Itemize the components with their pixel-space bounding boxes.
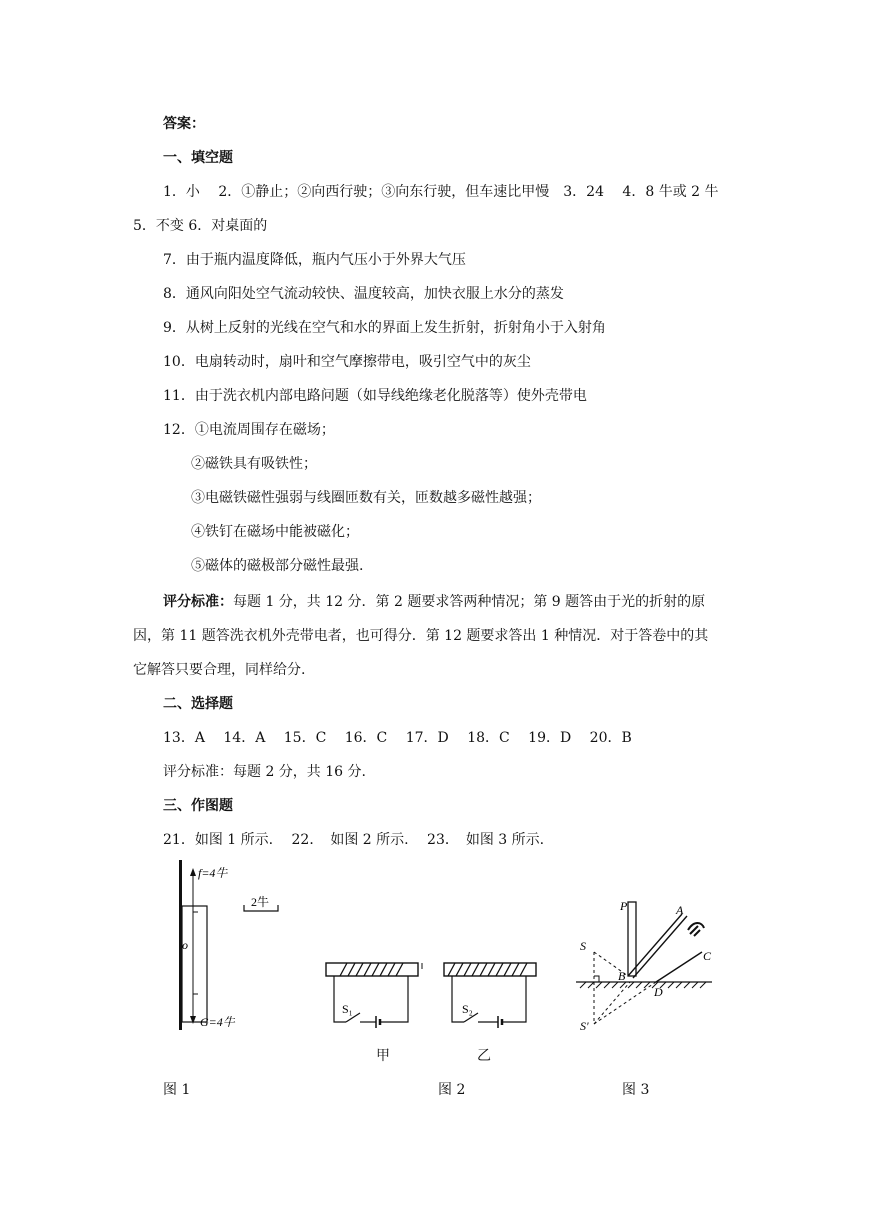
arrow-up-icon: [190, 868, 196, 876]
point-S-prime: S': [580, 1019, 589, 1033]
point-D: D: [654, 985, 663, 999]
figure-caption-1: 图 1: [163, 1082, 191, 1098]
center-label: o: [182, 938, 188, 952]
post: [628, 902, 636, 976]
force-bottom-label: G=4牛: [200, 1015, 235, 1029]
answer-line: 1．小 2．①静止；②向西行驶；③向东行驶，但车速比甲慢 3．24 4．8 牛或 2 牛: [163, 184, 719, 200]
switch-label-left: S₁: [342, 1002, 353, 1016]
section2-title: 二、选择题: [163, 696, 233, 712]
answer-subitem: ⑤磁体的磁极部分磁性最强.: [191, 558, 364, 574]
answer-line: 11．由于洗衣机内部电路问题（如导线绝缘老化脱落等）使外壳带电: [163, 388, 587, 404]
choice-scoring: 评分标准：每题 2 分，共 16 分.: [163, 764, 366, 780]
force-top-label: f=4牛: [198, 866, 228, 880]
figure2-label-right: 乙: [477, 1048, 491, 1064]
scoring-text: 它解答只要合理，同样给分.: [133, 662, 306, 678]
figure-1: [160, 860, 290, 1035]
figure2-label-left: 甲: [376, 1048, 390, 1064]
answer-line: 7．由于瓶内温度降低，瓶内气压小于外界大气压: [163, 252, 466, 268]
block: [182, 906, 207, 1022]
scoring-paragraph: [163, 592, 705, 612]
section1-title: 一、填空题: [163, 150, 233, 166]
answer-line: 8．通风向阳处空气流动较快、温度较高，加快衣服上水分的蒸发: [163, 286, 564, 302]
scale-label: 2牛: [251, 895, 270, 909]
section3-title: 三、作图题: [163, 798, 233, 814]
answer-subitem: ④铁钉在磁场中能被磁化；: [191, 524, 359, 540]
figure-3: [570, 890, 715, 1035]
figure-caption-3: 图 3: [622, 1082, 650, 1098]
point-C: C: [703, 949, 712, 963]
point-A: A: [676, 903, 684, 917]
answer-line: 12．①电流周围存在磁场；: [163, 422, 335, 438]
drawing-answers: 21．如图 1 所示. 22． 如图 2 所示. 23． 如图 3 所示.: [163, 832, 545, 848]
answer-subitem: ③电磁铁磁性强弱与线圈匝数有关，匝数越多磁性越强；: [191, 490, 541, 506]
arrow-down-icon: [190, 1016, 196, 1024]
answer-line: 5．不变 6．对桌面的: [133, 218, 268, 234]
switch-label-right: S₂: [462, 1002, 473, 1016]
point-S: S: [580, 939, 586, 953]
scoring-text: 因，第 11 题答洗衣机外壳带电者，也可得分．第 12 题要求答出 1 种情况．对于答卷中的其: [133, 628, 709, 644]
eye-icon: [688, 923, 704, 936]
answer-line: 10．电扇转动时，扇叶和空气摩擦带电，吸引空气中的灰尘: [163, 354, 531, 370]
scoring-label: 评分标准：: [163, 594, 233, 610]
answer-line: 9．从树上反射的光线在空气和水的界面上发生折射，折射角小于入射角: [163, 320, 606, 336]
choice-answers: 13．A 14．A 15．C 16．C 17．D 18．C 19．D 20．B: [163, 730, 632, 746]
point-B: B: [618, 969, 626, 983]
figure-2: [320, 955, 545, 1035]
figure-caption-2: 图 2: [438, 1082, 466, 1098]
answer-label: 答案：: [163, 116, 205, 132]
point-P: P: [620, 899, 628, 913]
answer-subitem: ②磁铁具有吸铁性；: [191, 456, 317, 472]
scoring-text: 每题 1 分，共 12 分．第 2 题要求答两种情况；第 9 题答由于光的折射的原: [233, 594, 706, 610]
